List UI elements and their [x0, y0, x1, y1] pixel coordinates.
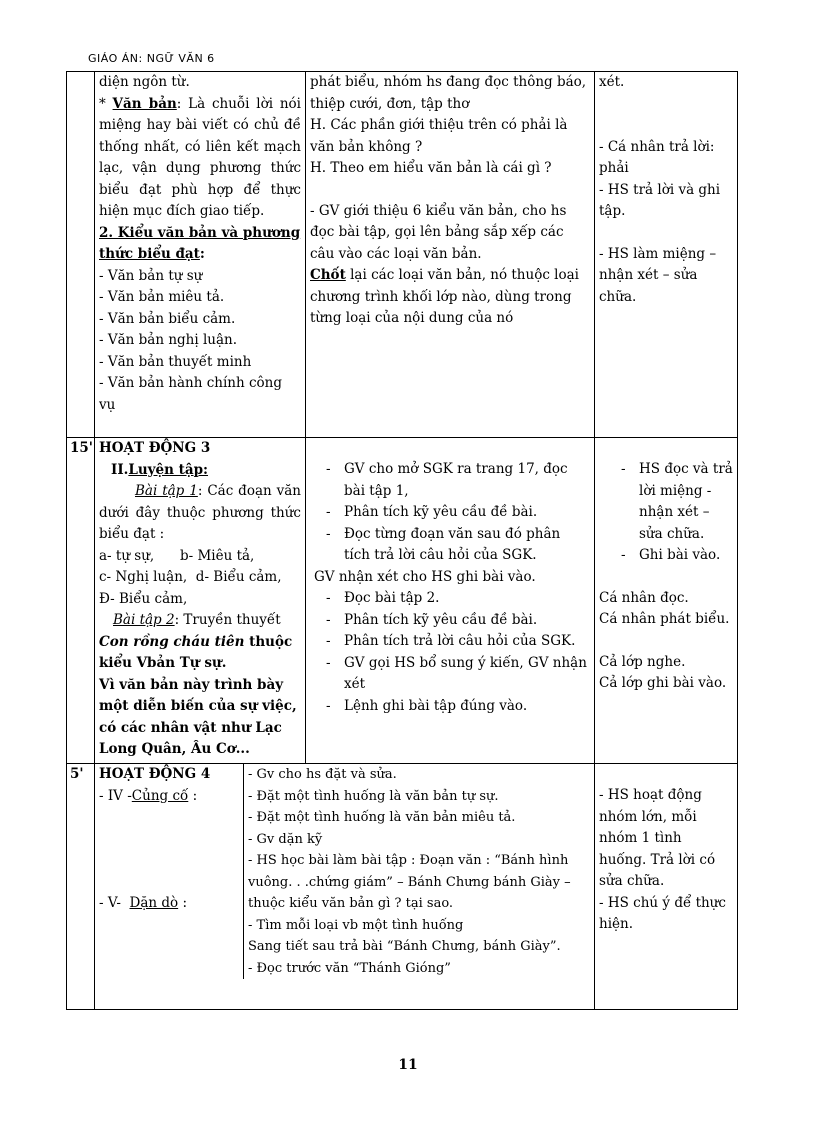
teacher-activity-cell [306, 72, 595, 438]
text-paragraph: Cá nhân phát biểu. [599, 611, 730, 627]
lesson-table [66, 71, 738, 1010]
text-paragraph: - GV giới thiệu 6 kiểu văn bản, cho hs đọc bài tập, gọi lên bảng sắp xếp các câu vào các loại văn bản. [310, 202, 567, 262]
list-item: - Ghi bài vào. [621, 547, 721, 563]
table-row [67, 764, 738, 1010]
list-item: - Đọc bài tập 2. [326, 590, 440, 606]
text-line: - HS học bài làm bài tập : Đoạn văn : “Bánh hình vuông. . .chứng giám” – Bánh Chưng bánh Giày – thuộc kiểu văn bản gì ? tại sao. [248, 853, 571, 911]
question: H. Các phần giới thiệu trên có phải là văn bản không ? [310, 117, 568, 155]
list-item: - GV gọi HS bổ sung ý kiến, GV nhận xét [326, 654, 587, 692]
story-line: Con rồng cháu tiên thuộc kiểu Vbản Tự sự. [99, 633, 293, 671]
student-activity-cell [595, 72, 738, 438]
list-item: - Lệnh ghi bài tập đúng vào. [326, 697, 528, 714]
list-item: - Phân tích kỹ yêu cầu đề bài. [326, 611, 538, 628]
text-paragraph: - HS chú ý để thực hiện. [599, 894, 726, 932]
text-paragraph: Chốt lại các loại văn bản, nó thuộc loại chương trình khối lớp nào, dùng trong từng loại của nội dung của nó [310, 267, 579, 326]
question: H. Theo em hiểu văn bản là cái gì ? [310, 160, 552, 176]
text-paragraph: - HS hoạt động nhóm lớn, mỗi nhóm 1 tình huống. Trả lời có sửa chữa. [599, 787, 716, 889]
options-line: Đ- Biểu cảm, [99, 590, 188, 607]
time-cell [67, 72, 95, 438]
options-line: a- tự sự, b- Miêu tả, [99, 547, 255, 564]
list-item: - Văn bản biểu cảm. [99, 310, 236, 327]
page-header: GIÁO ÁN: NGỮ VĂN 6 [88, 52, 215, 65]
exercise-2: Bài tập 2: Truyền thuyết [113, 612, 281, 628]
time-cell: 15' [67, 438, 95, 764]
activity-title: HOẠT ĐỘNG 4 [99, 766, 211, 782]
page-number: 11 [398, 1057, 418, 1073]
text-line: - Gv cho hs đặt và sửa. [248, 767, 397, 782]
text-paragraph: Cá nhân đọc. [599, 589, 689, 606]
table-row [67, 72, 738, 438]
text-paragraph: GV nhận xét cho HS ghi bài vào. [314, 568, 536, 585]
teacher-activity-cell [306, 438, 595, 764]
text-line: - Đặt một tình huống là văn bản tự sự. [248, 788, 499, 804]
text-paragraph: Cả lớp ghi bài vào. [599, 675, 727, 691]
exercise-1: Bài tập 1: Các đoạn văn dưới đây thuộc phương thức biểu đạt : [99, 483, 301, 542]
text-paragraph: xét. [599, 74, 625, 90]
section-heading: 2. Kiểu văn bản và phương thức biểu đạt: [99, 224, 301, 262]
content-cell [95, 438, 306, 764]
table-row [67, 438, 738, 764]
text-paragraph: Cả lớp nghe. [599, 653, 686, 670]
section-heading: II.Luyện tập: [111, 461, 209, 478]
content-cell [95, 72, 306, 438]
list-item: - Văn bản tự sự [99, 267, 203, 284]
options-line: c- Nghị luận, d- Biểu cảm, [99, 569, 282, 585]
text-line: diện ngôn từ. [99, 74, 190, 90]
content-cell [95, 764, 595, 1010]
text-line: - Đặt một tình huống là văn bản miêu tả. [248, 810, 516, 825]
explanation: Vì văn bản này trình bày một diễn biến của sự việc, có các nhân vật như Lạc Long Quân, Âu Cơ... [99, 676, 297, 757]
definition-paragraph: * Văn bản: Là chuỗi lời nói miệng hay bài viết có chủ đề thống nhất, có liên kết mạch lạc, vận dụng phương thức biểu đạt phù hợp để thực hiện mục đích giao tiếp. [99, 95, 301, 219]
section-column [95, 764, 244, 979]
text-paragraph: phát biểu, nhóm hs đang đọc thông báo, thiệp cưới, đơn, tập thơ [310, 74, 587, 112]
text-paragraph: - Cá nhân trả lời: phải [599, 138, 715, 176]
text-line: - Đọc trước văn “Thánh Gióng” [248, 960, 451, 976]
text-line: - Gv dặn kỹ [248, 831, 323, 847]
time-cell: 5' [67, 764, 95, 1010]
text-line: Sang tiết sau trả bài “Bánh Chưng, bánh Giày”. [248, 939, 561, 954]
list-item: - Văn bản nghị luận. [99, 332, 237, 348]
text-paragraph: - HS làm miệng – nhận xét – sửa chữa. [599, 245, 717, 305]
teacher-activity-column [244, 764, 594, 979]
list-item: - Phân tích kỹ yêu cầu đề bài. [326, 504, 538, 520]
list-item: - Văn bản miêu tả. [99, 289, 225, 305]
list-item: - Văn bản thuyết minh [99, 353, 252, 370]
list-item: - Đọc từng đoạn văn sau đó phân tích trả lời câu hỏi của SGK. [326, 525, 561, 563]
list-item: - Văn bản hành chính công vụ [99, 375, 283, 413]
list-item: - HS đọc và trả lời miệng - nhận xét – sửa chữa. [621, 461, 733, 542]
student-activity-cell [595, 764, 738, 1010]
section-v: - V- Dặn dò : [99, 895, 187, 911]
activity-title: HOẠT ĐỘNG 3 [99, 440, 211, 456]
section-iv: - IV -Củng cố : [99, 787, 198, 804]
student-activity-cell [595, 438, 738, 764]
term-van-ban: Văn bản [112, 95, 177, 112]
list-item: - Phân tích trả lời câu hỏi của SGK. [326, 633, 576, 649]
text-line: - Tìm mỗi loại vb một tình huống [248, 917, 464, 933]
list-item: - GV cho mở SGK ra trang 17, đọc bài tập 1, [326, 461, 568, 499]
text-paragraph: - HS trả lời và ghi tập. [599, 181, 721, 219]
